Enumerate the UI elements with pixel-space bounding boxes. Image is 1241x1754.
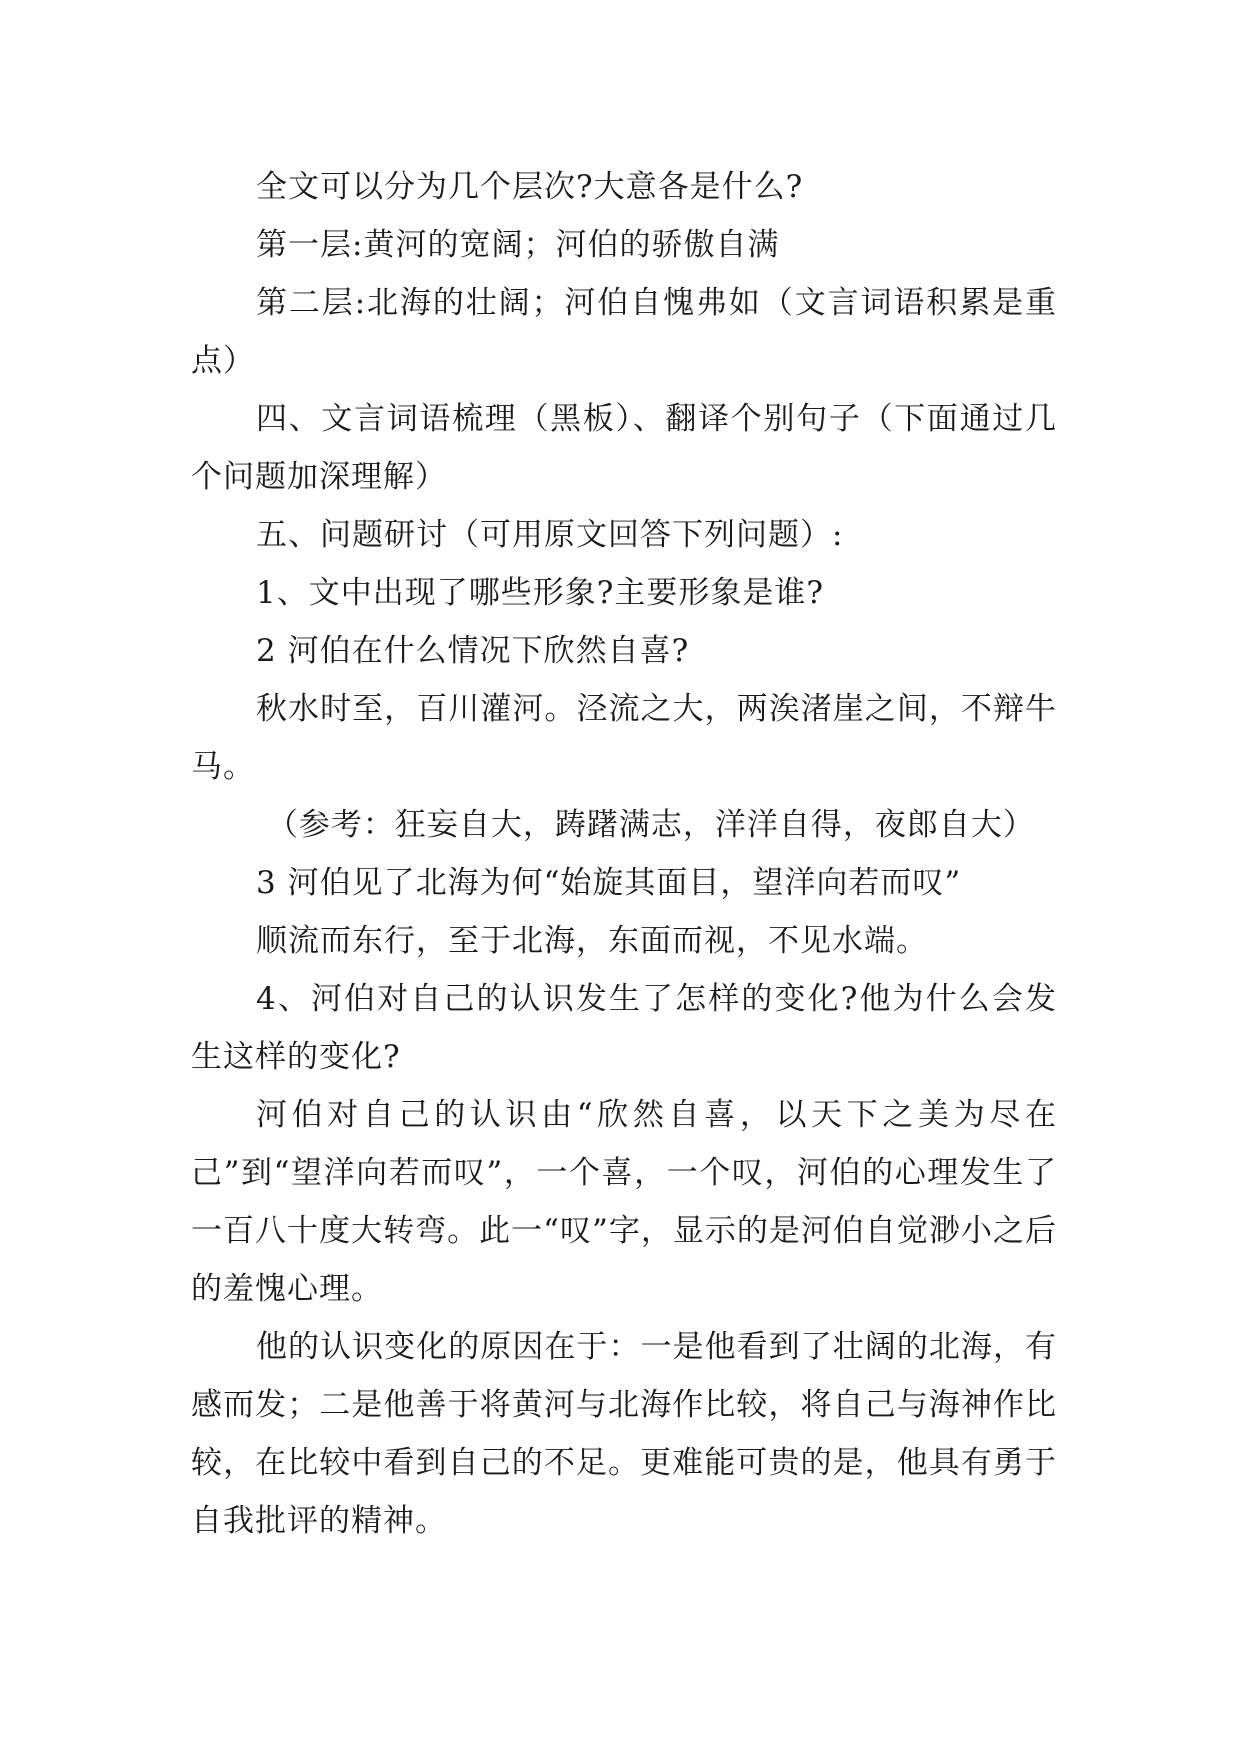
question-three: 3 河伯见了北海为何“始旋其面目，望洋向若而叹” [256, 865, 962, 901]
question-layers: 全文可以分为几个层次?大意各是什么? [256, 169, 804, 205]
question-two: 2 河伯在什么情况下欣然自喜? [256, 633, 690, 669]
layer-two: 第二层:北海的壮阔；河伯自愧弗如（文言词语积累是重点） [191, 285, 1057, 379]
question-one: 1、文中出现了哪些形象?主要形象是谁? [256, 575, 824, 611]
section-five-heading: 五、问题研讨（可用原文回答下列问题）: [256, 517, 844, 553]
answer-reason: 他的认识变化的原因在于：一是他看到了壮阔的北海，有感而发；二是他善于将黄河与北海作比较，将自己与海神作比较，在比较中看到自己的不足。更难能可贵的是，他具有勇于自我批评的精神。 [191, 1329, 1057, 1539]
section-four-heading: 四、文言词语梳理（黑板）、翻译个别句子（下面通过几个问题加深理解） [191, 401, 1057, 495]
document-body [191, 158, 1057, 1550]
quote-autumn-water: 秋水时至，百川灌河。泾流之大，两涘渚崖之间，不辩牛马。 [191, 691, 1057, 785]
reference-note: （参考：狂妄自大，踌躇满志，洋洋自得，夜郎自大） [256, 807, 1035, 843]
question-four: 4、河伯对自己的认识发生了怎样的变化?他为什么会发生这样的变化? [191, 981, 1057, 1075]
answer-change: 河伯对自己的认识由“欣然自喜，以天下之美为尽在己”到“望洋向若而叹”，一个喜，一个叹，河伯的心理发生了一百八十度大转弯。此一“叹”字，显示的是河伯自觉渺小之后的羞愧心理。 [191, 1097, 1057, 1307]
quote-north-sea: 顺流而东行，至于北海，东面而视，不见水端。 [256, 923, 928, 959]
layer-one: 第一层:黄河的宽阔；河伯的骄傲自满 [256, 227, 780, 263]
